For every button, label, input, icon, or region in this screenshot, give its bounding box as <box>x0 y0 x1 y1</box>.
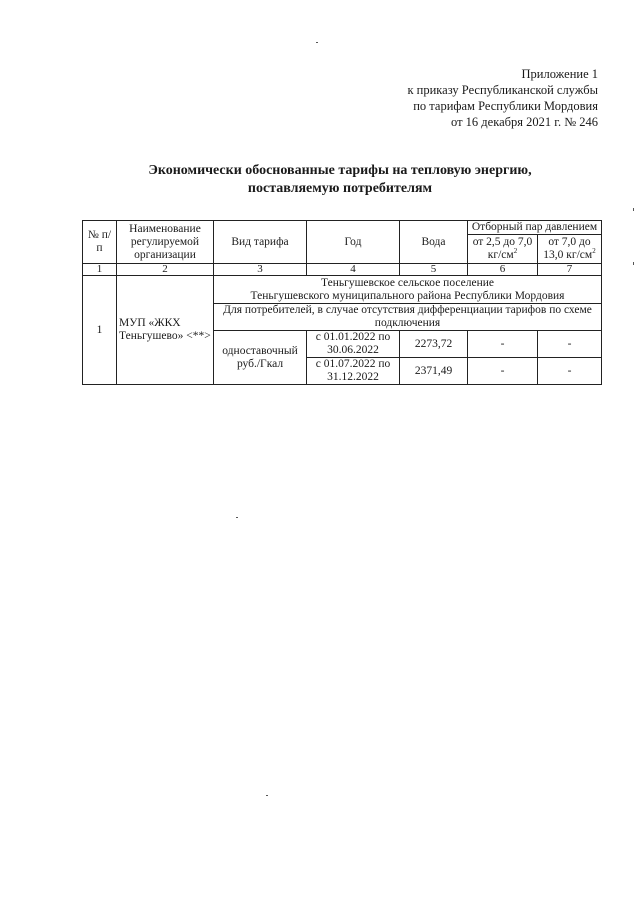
settlement-line-1: Теньгушевское сельское поселение <box>321 276 494 289</box>
appendix-line-4: от 16 декабря 2021 г. № 246 <box>450 115 598 129</box>
scan-speck <box>236 517 238 518</box>
header-row-1 <box>83 221 602 235</box>
header-steam-high <box>538 235 602 264</box>
row-steam-high-1: - <box>538 331 602 358</box>
header-steam-high-sup: 2 <box>592 247 596 256</box>
scan-speck <box>266 795 268 796</box>
row-period-1: с 01.01.2022 по 30.06.2022 <box>307 331 400 358</box>
col-number: 5 <box>400 264 468 276</box>
column-number-row <box>83 264 602 276</box>
scan-speck <box>633 262 634 265</box>
row-num: 1 <box>83 276 117 385</box>
header-water: Вода <box>400 221 468 264</box>
header-steam-low-label: от 2,5 до 7,0 кг/см <box>472 236 533 261</box>
header-steam-low-sup: 2 <box>513 247 518 256</box>
header-steam-high-label: от 7,0 до 13,0 кг/см <box>543 236 593 261</box>
row-tariff-type: одноставочный руб./Гкал <box>214 331 307 385</box>
appendix-line-2: к приказу Республиканской службы <box>407 83 598 97</box>
row-steam-high-2: - <box>538 358 602 385</box>
col-number: 6 <box>468 264 538 276</box>
scan-speck <box>316 42 318 43</box>
header-org: Наименование регулируемой организации <box>117 221 214 264</box>
row-water-2: 2371,49 <box>400 358 468 385</box>
appendix-line-1: Приложение 1 <box>521 67 598 81</box>
header-year: Год <box>307 221 400 264</box>
tariff-table <box>82 220 602 385</box>
row-period-2: с 01.07.2022 по 31.12.2022 <box>307 358 400 385</box>
consumers-cell: Для потребителей, в случае отсутствия дифференциации тарифов по схеме подключения <box>214 304 602 331</box>
document-title <box>80 162 600 198</box>
header-steam-low <box>468 235 538 264</box>
row-steam-low-2: - <box>468 358 538 385</box>
row-water-1: 2273,72 <box>400 331 468 358</box>
header-steam: Отборный пар давлением <box>468 221 602 235</box>
settlement-line-2: Теньгушевского муниципального района Республики Мордовия <box>250 289 565 302</box>
title-line-1: Экономически обоснованные тарифы на тепловую энергию, <box>148 163 532 178</box>
col-number: 4 <box>307 264 400 276</box>
row-steam-low-1: - <box>468 331 538 358</box>
col-number: 7 <box>538 264 602 276</box>
col-number: 1 <box>83 264 117 276</box>
title-line-2: поставляемую потребителям <box>247 181 433 196</box>
settlement-row <box>83 276 602 304</box>
row-org: МУП «ЖКХ Теньгушево» <**> <box>117 276 214 385</box>
scan-speck <box>633 208 634 211</box>
col-number: 2 <box>117 264 214 276</box>
header-num: № п/п <box>83 221 117 264</box>
header-tariff-type: Вид тарифа <box>214 221 307 264</box>
col-number: 3 <box>214 264 307 276</box>
appendix-line-3: по тарифам Республики Мордовия <box>413 99 598 113</box>
settlement-cell <box>214 276 602 304</box>
appendix-block <box>407 66 598 130</box>
